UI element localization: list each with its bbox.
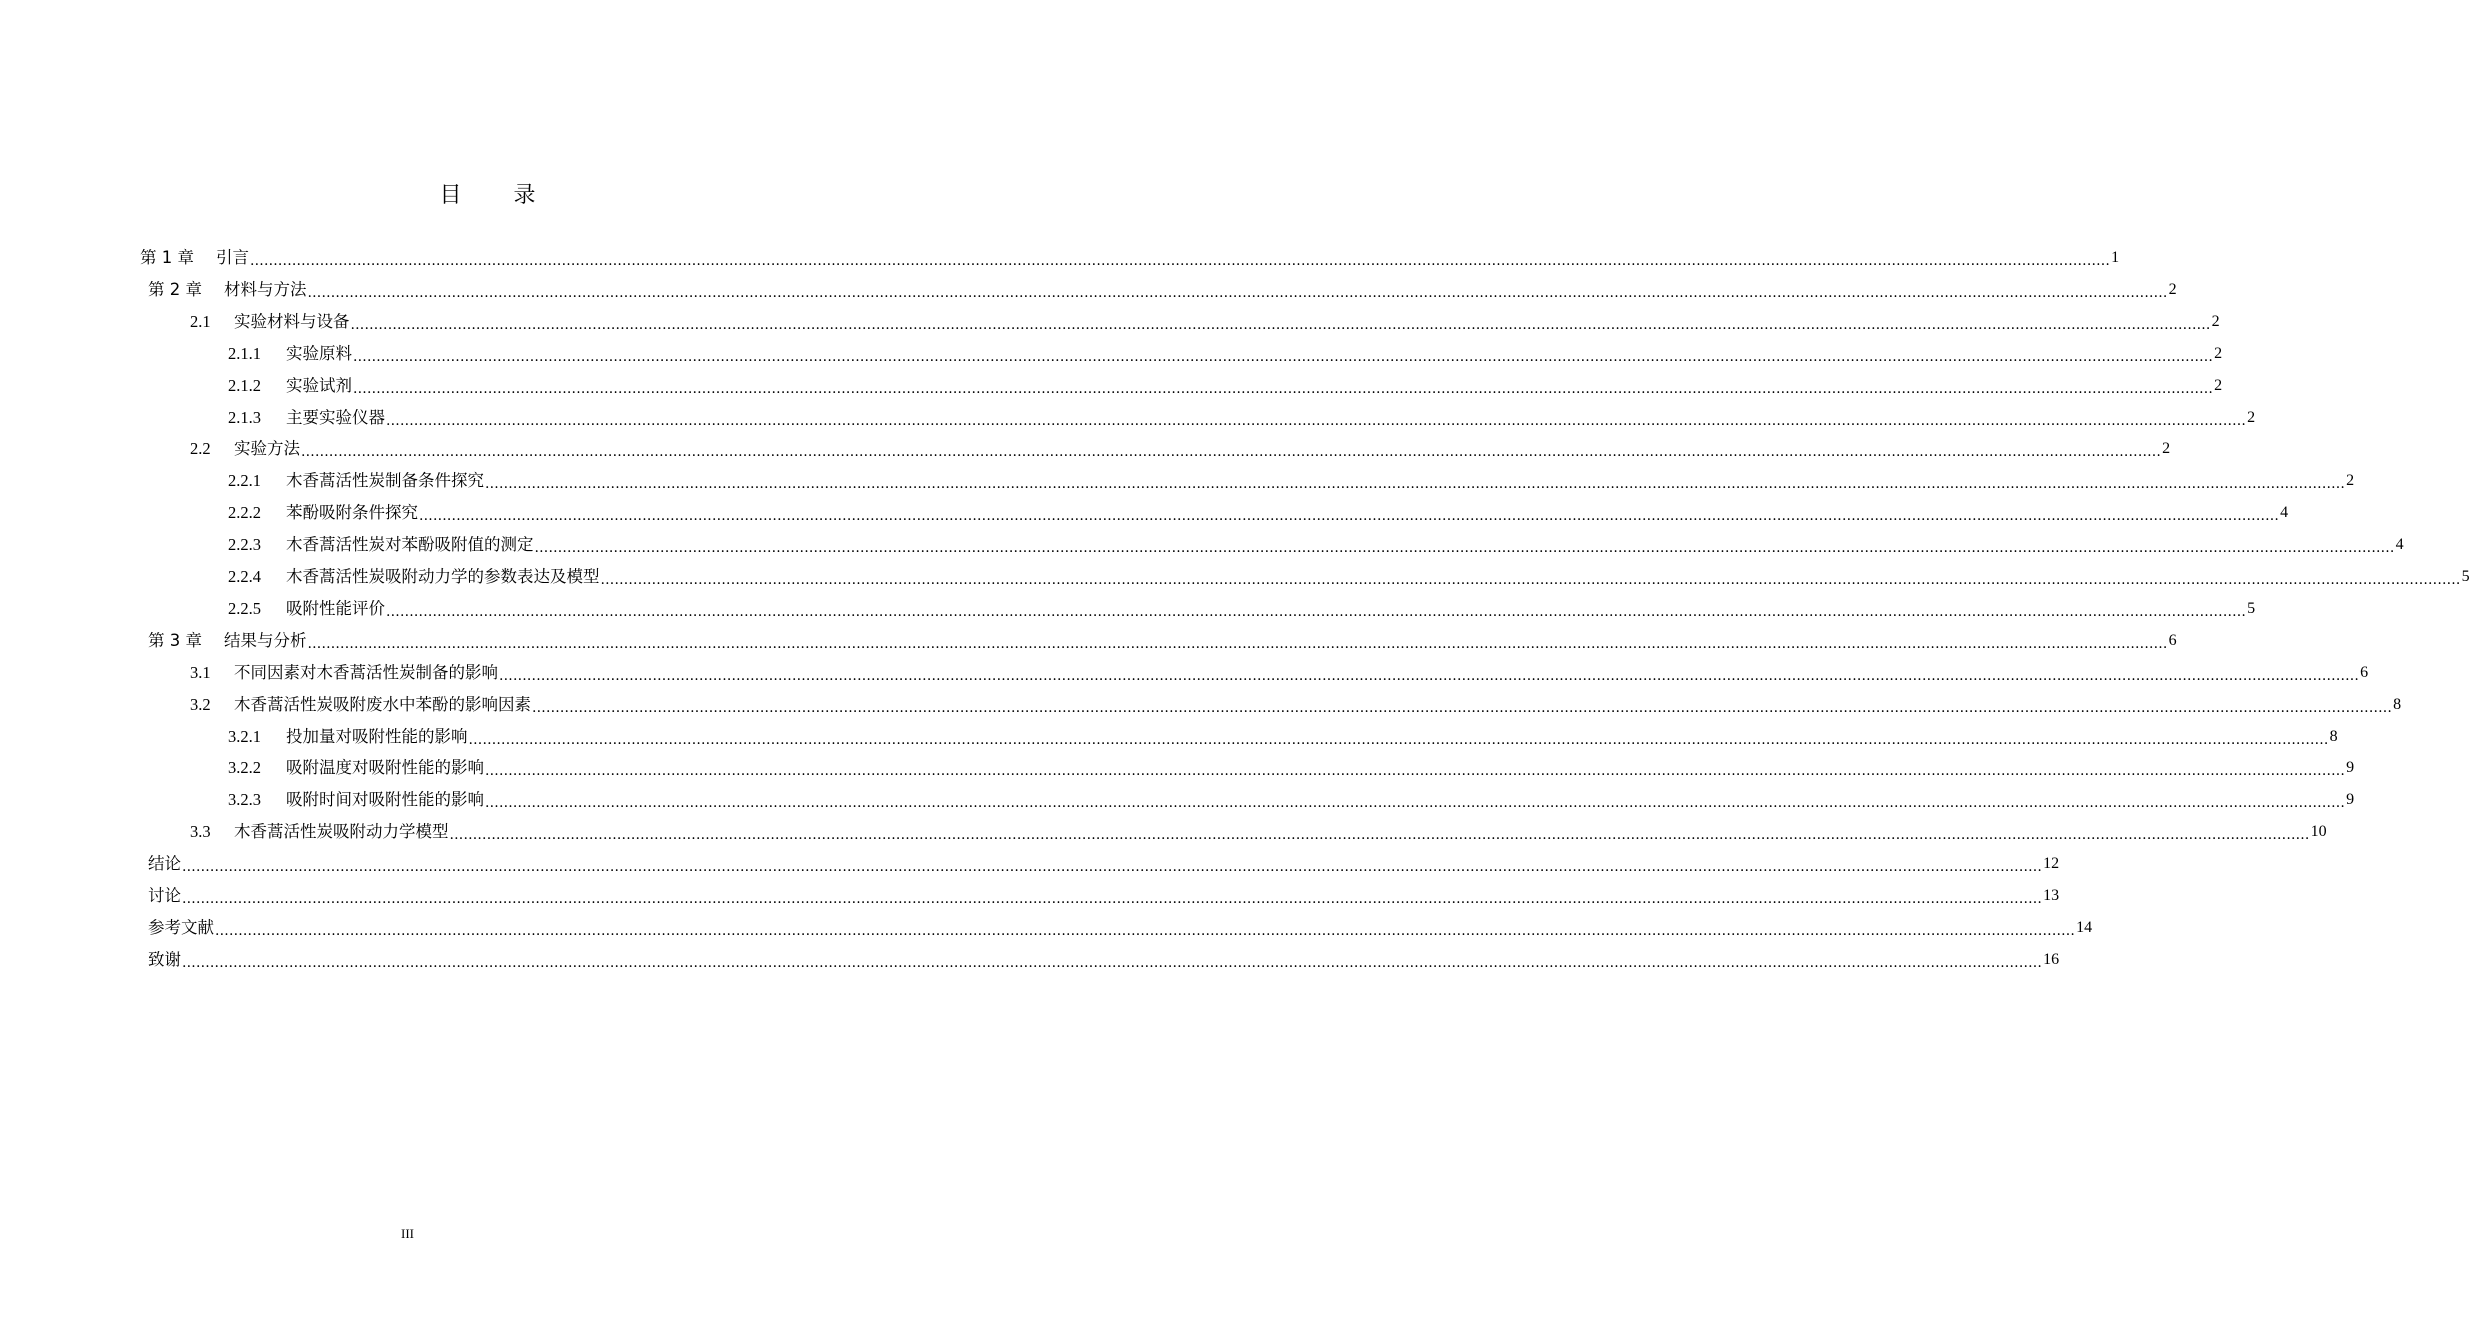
toc-entry-label xyxy=(228,752,484,784)
toc-entry-page-number: 8 xyxy=(2329,727,2338,745)
toc-entry-title: 不同因素对木香蒿活性炭制备的影响 xyxy=(234,662,498,682)
toc-entry-page-number: 10 xyxy=(2310,823,2327,841)
toc-entry-number: 第 3 章 xyxy=(148,630,202,650)
toc-entry[interactable] xyxy=(140,242,2120,274)
toc-entry-leader: ................................................................................................................................................................................................................................................................................................................................................................................................................ xyxy=(485,795,2346,812)
toc-entry-page-number: 4 xyxy=(2280,504,2289,522)
toc-entry-label xyxy=(190,306,350,338)
toc-entry-label xyxy=(228,784,484,816)
toc-entry-number: 2.2.3 xyxy=(228,535,261,555)
toc-entry-label xyxy=(148,944,181,976)
toc-entry-label xyxy=(190,433,300,465)
toc-entry-page-number: 16 xyxy=(2043,950,2060,968)
toc-entry-title: 主要实验仪器 xyxy=(286,407,385,427)
toc-entry-leader: ................................................................................................................................................................................................................................................................................................................................................................................................................ xyxy=(353,348,2214,365)
toc-entry-page-number: 2 xyxy=(2168,280,2177,298)
toc-entry-title: 讨论 xyxy=(148,886,181,905)
toc-entry-leader: ................................................................................................................................................................................................................................................................................................................................................................................................................ xyxy=(419,508,2280,525)
toc-entry-leader: ................................................................................................................................................................................................................................................................................................................................................................................................................ xyxy=(215,922,2076,939)
toc-entry[interactable] xyxy=(148,848,2060,880)
toc-entry-leader: ................................................................................................................................................................................................................................................................................................................................................................................................................ xyxy=(386,603,2247,620)
toc-entry[interactable] xyxy=(228,529,2404,561)
toc-title-char-2: 录 xyxy=(513,183,536,208)
toc-entry-page-number: 2 xyxy=(2214,376,2223,394)
toc-entry-leader: ................................................................................................................................................................................................................................................................................................................................................................................................................ xyxy=(532,699,2393,716)
toc-entry-label xyxy=(228,402,385,434)
toc-entry-number: 第 1 章 xyxy=(140,248,194,267)
toc-entry-page-number: 9 xyxy=(2346,791,2355,809)
toc-entry-title: 引言 xyxy=(216,248,249,267)
toc-entry[interactable] xyxy=(148,274,2177,306)
toc-entry-leader: ................................................................................................................................................................................................................................................................................................................................................................................................................ xyxy=(468,731,2329,748)
toc-entry-number: 2.1.2 xyxy=(228,375,261,395)
toc-entry[interactable] xyxy=(228,784,2355,816)
toc-entry-number: 2.2.1 xyxy=(228,471,261,491)
toc-entry-number: 2.2 xyxy=(190,439,211,459)
toc-entry-number: 2.1.1 xyxy=(228,343,261,363)
toc-entry-label xyxy=(228,593,385,625)
toc-entry-leader: ................................................................................................................................................................................................................................................................................................................................................................................................................ xyxy=(182,891,2043,907)
toc-entry[interactable] xyxy=(190,433,2171,465)
toc-entry-leader: ................................................................................................................................................................................................................................................................................................................................................................................................................ xyxy=(350,316,2211,333)
toc-entry[interactable] xyxy=(190,816,2327,848)
toc-entry-label xyxy=(228,465,484,497)
toc-entry-label xyxy=(140,242,249,274)
toc-entry-number: 3.2.2 xyxy=(228,758,261,778)
toc-entry-label xyxy=(148,880,181,912)
toc-entry-number: 2.1 xyxy=(190,311,211,331)
toc-entry-leader: ................................................................................................................................................................................................................................................................................................................................................................................................................ xyxy=(353,380,2214,397)
toc-entry[interactable] xyxy=(190,306,2220,338)
toc-entry-page-number: 2 xyxy=(2247,408,2256,426)
toc-entry-page-number: 4 xyxy=(2395,536,2404,554)
toc-entry-label xyxy=(228,497,418,529)
toc-entry[interactable] xyxy=(228,497,2289,529)
toc-entry[interactable] xyxy=(148,625,2177,657)
toc-entry-title: 致谢 xyxy=(148,949,181,969)
toc-entry-leader: ................................................................................................................................................................................................................................................................................................................................................................................................................ xyxy=(307,635,2168,652)
toc-entry-title: 参考文献 xyxy=(148,917,214,937)
toc-entry-leader: ................................................................................................................................................................................................................................................................................................................................................................................................................ xyxy=(534,540,2395,557)
toc-entry[interactable] xyxy=(228,338,2223,370)
toc-entry-number: 3.3 xyxy=(190,822,211,842)
toc-entry-page-number: 6 xyxy=(2168,631,2177,649)
toc-entry-label xyxy=(148,912,214,944)
toc-entry-title: 实验方法 xyxy=(234,439,300,459)
toc-entry-label xyxy=(148,848,181,880)
toc-entry-leader: ................................................................................................................................................................................................................................................................................................................................................................................................................ xyxy=(499,667,2360,684)
toc-entry-number: 2.2.5 xyxy=(228,598,261,618)
toc-entry-page-number: 2 xyxy=(2211,312,2220,330)
toc-entry-title: 木香蒿活性炭制备条件探究 xyxy=(286,471,484,491)
toc-entry[interactable] xyxy=(190,689,2402,721)
toc-entry[interactable] xyxy=(228,370,2223,402)
toc-entry[interactable] xyxy=(228,402,2256,434)
toc-entry-number: 3.2.1 xyxy=(228,726,261,746)
toc-entry-leader: ................................................................................................................................................................................................................................................................................................................................................................................................................ xyxy=(386,412,2247,429)
toc-entry-number: 3.2.3 xyxy=(228,790,261,810)
toc-entry-title: 苯酚吸附条件探究 xyxy=(286,503,418,523)
toc-entry-page-number: 6 xyxy=(2360,663,2369,681)
toc-entry-title: 吸附温度对吸附性能的影响 xyxy=(286,758,484,778)
toc-entry-page-number: 8 xyxy=(2393,695,2402,713)
toc-entry-title: 实验试剂 xyxy=(286,375,352,395)
toc-entry-leader: ................................................................................................................................................................................................................................................................................................................................................................................................................ xyxy=(485,476,2346,493)
toc-title-char-1: 目 xyxy=(439,183,462,208)
toc-entry-page-number: 9 xyxy=(2346,759,2355,777)
toc-entry-title: 实验材料与设备 xyxy=(234,311,350,331)
toc-entry-leader: ................................................................................................................................................................................................................................................................................................................................................................................................................ xyxy=(307,284,2168,301)
toc-entry-title: 结论 xyxy=(148,854,181,874)
toc-entry-label xyxy=(228,338,352,370)
toc-entry-label xyxy=(148,625,307,657)
toc-entry-title: 木香蒿活性炭对苯酚吸附值的测定 xyxy=(286,535,534,555)
toc-title xyxy=(0,178,975,209)
toc-entry-label xyxy=(190,657,498,689)
toc-entry-page-number: 2 xyxy=(2214,344,2223,362)
toc-entry-page-number: 5 xyxy=(2461,568,2470,585)
toc-entry-leader: ................................................................................................................................................................................................................................................................................................................................................................................................................ xyxy=(449,827,2310,844)
toc-entry[interactable] xyxy=(190,657,2369,689)
toc-entry-label xyxy=(228,529,534,561)
toc-entry-title: 投加量对吸附性能的影响 xyxy=(286,726,468,746)
toc-entry[interactable] xyxy=(228,593,2256,625)
toc-entry-page-number: 2 xyxy=(2162,440,2171,458)
toc-entry-page-number: 14 xyxy=(2076,918,2093,936)
toc-entry-number: 2.2.2 xyxy=(228,503,261,523)
toc-entry[interactable] xyxy=(228,465,2355,497)
toc-entry-label xyxy=(228,370,352,402)
toc-entry-page-number: 12 xyxy=(2043,855,2060,873)
toc-entry-label xyxy=(228,721,468,753)
toc-entry-label xyxy=(190,689,531,721)
toc-entry-leader: ................................................................................................................................................................................................................................................................................................................................................................................................................ xyxy=(250,253,2111,269)
toc-entry-page-number: 1 xyxy=(2111,249,2120,266)
toc-entry[interactable] xyxy=(228,721,2338,753)
toc-entry-label xyxy=(228,561,600,593)
toc-entry-leader: ................................................................................................................................................................................................................................................................................................................................................................................................................ xyxy=(485,763,2346,780)
toc-entry-title: 吸附时间对吸附性能的影响 xyxy=(286,790,484,810)
toc-entry[interactable] xyxy=(148,944,2060,976)
toc-entry[interactable] xyxy=(228,561,2470,593)
toc-entry-title: 木香蒿活性炭吸附动力学的参数表达及模型 xyxy=(286,567,600,586)
toc-entry[interactable] xyxy=(148,912,2093,944)
toc-entry-title: 木香蒿活性炭吸附动力学模型 xyxy=(234,822,449,842)
toc-entry-page-number: 2 xyxy=(2346,472,2355,490)
toc-entry-number: 3.2 xyxy=(190,694,211,714)
toc-entry-title: 实验原料 xyxy=(286,343,352,363)
toc-entry-number: 3.1 xyxy=(190,662,211,682)
toc-entry[interactable] xyxy=(148,880,2060,912)
toc-entry-number: 2.1.3 xyxy=(228,407,261,427)
toc-entry-title: 吸附性能评价 xyxy=(286,598,385,618)
toc-entry-page-number: 5 xyxy=(2247,599,2256,617)
page-number-footer: III xyxy=(401,1226,414,1241)
toc-entry-title: 材料与方法 xyxy=(224,279,307,299)
toc-entry-page-number: 13 xyxy=(2043,887,2060,904)
toc-entry-leader: ................................................................................................................................................................................................................................................................................................................................................................................................................ xyxy=(301,444,2162,461)
toc-entry-number: 2.2.4 xyxy=(228,567,261,586)
toc-entry-leader: ................................................................................................................................................................................................................................................................................................................................................................................................................ xyxy=(600,572,2461,588)
toc-entry-number: 第 2 章 xyxy=(148,279,202,299)
toc-entry-label xyxy=(148,274,307,306)
toc-entry[interactable] xyxy=(228,752,2355,784)
toc-entry-label xyxy=(190,816,449,848)
toc-entry-leader: ................................................................................................................................................................................................................................................................................................................................................................................................................ xyxy=(182,859,2043,876)
toc-entry-title: 结果与分析 xyxy=(224,630,307,650)
toc-entry-title: 木香蒿活性炭吸附废水中苯酚的影响因素 xyxy=(234,694,531,714)
toc-entry-leader: ................................................................................................................................................................................................................................................................................................................................................................................................................ xyxy=(182,954,2043,971)
